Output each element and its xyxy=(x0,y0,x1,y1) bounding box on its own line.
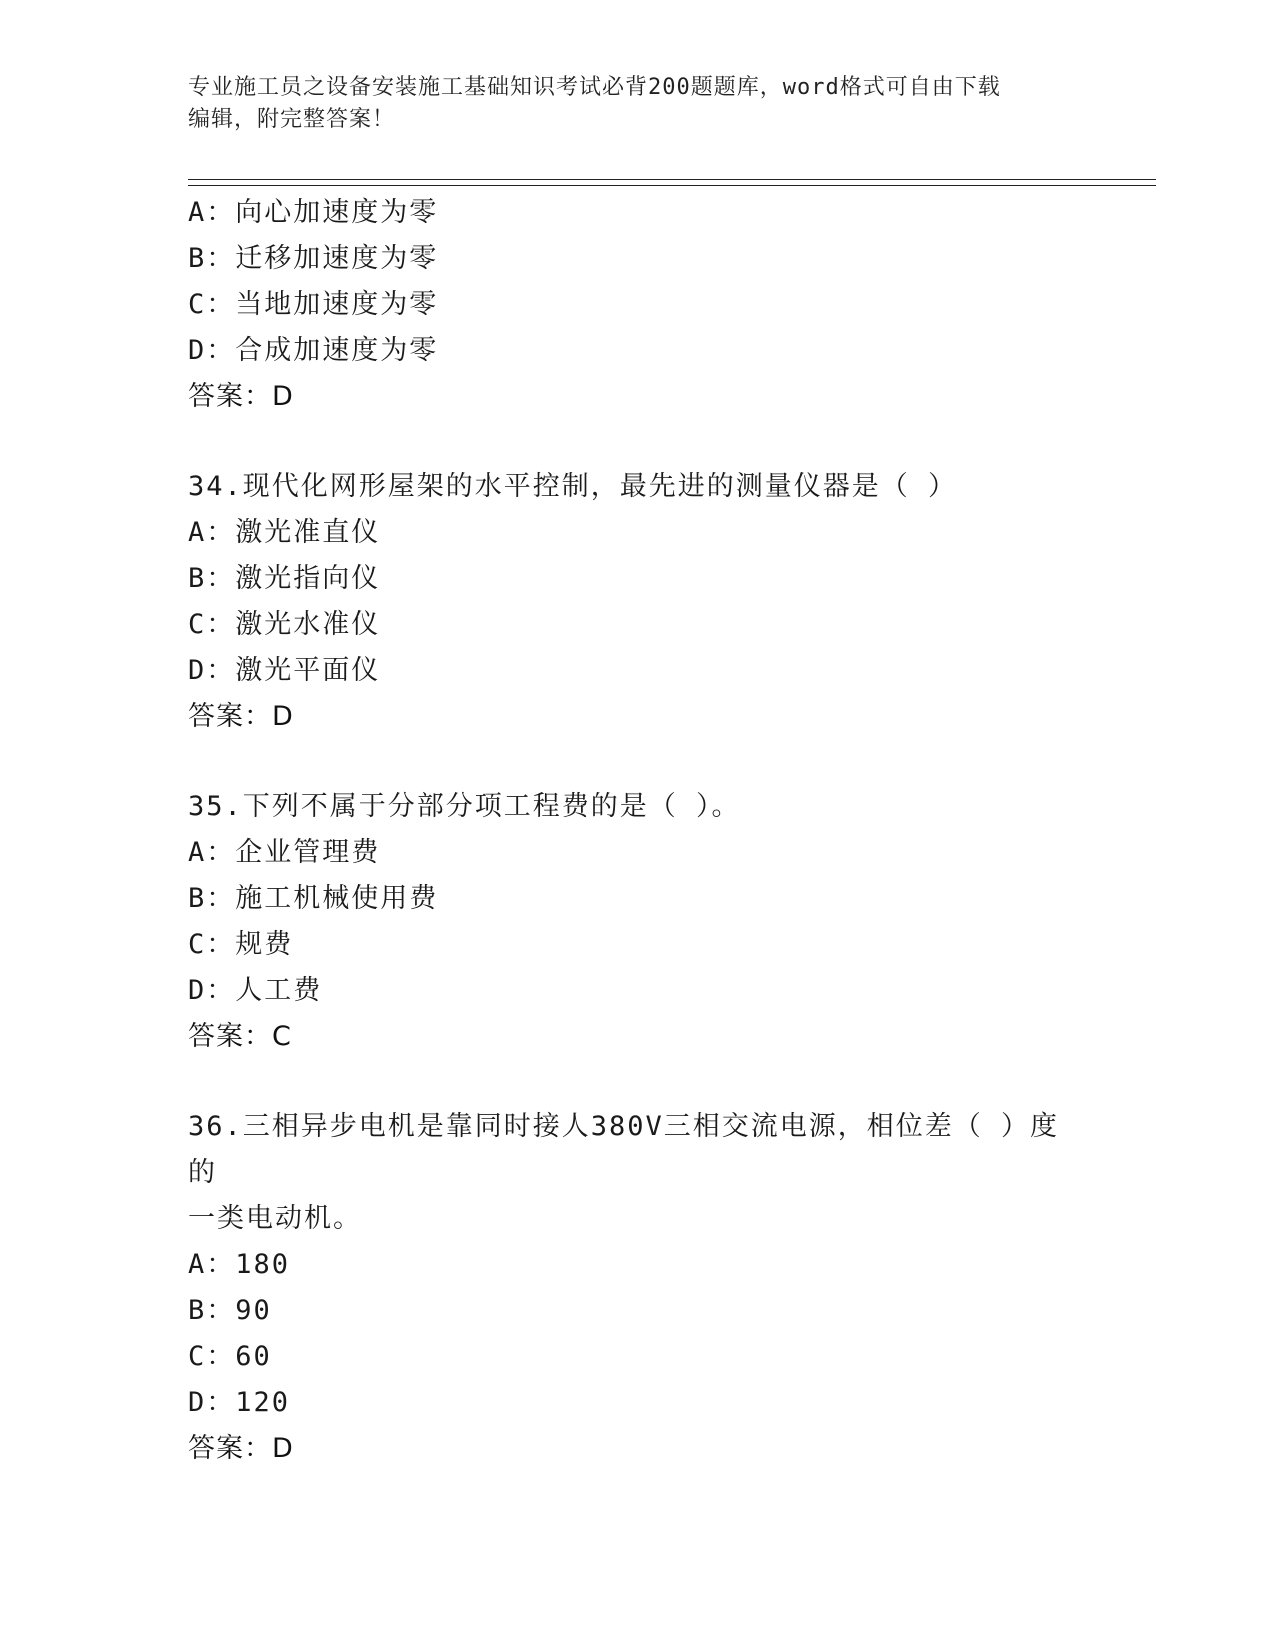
option-d: D：激光平面仪 xyxy=(188,655,381,686)
option-d: D：合成加速度为零 xyxy=(188,335,439,366)
option-b: B：施工机械使用费 xyxy=(188,883,439,914)
question-35-block xyxy=(188,784,1138,1060)
option-b: B：迁移加速度为零 xyxy=(188,243,439,274)
option-b: B：90 xyxy=(188,1295,272,1326)
option-b: B：激光指向仪 xyxy=(188,563,381,594)
question-36-block xyxy=(188,1104,1138,1472)
question-text-line-2: 一类电动机。 xyxy=(188,1203,362,1234)
answer-line: 答案：D xyxy=(188,1433,294,1464)
answer-line: 答案：D xyxy=(188,701,294,732)
option-d: D：120 xyxy=(188,1387,291,1418)
question-33-block xyxy=(188,190,1138,420)
document-header xyxy=(188,72,1088,136)
option-c: C：当地加速度为零 xyxy=(188,289,439,320)
question-text: 34.现代化网形屋架的水平控制，最先进的测量仪器是（ ） xyxy=(188,471,958,502)
question-text-line-1: 36.三相异步电机是靠同时接人380V三相交流电源，相位差（ ）度的 xyxy=(188,1111,1060,1188)
question-content xyxy=(188,190,1138,1472)
answer-line: 答案：C xyxy=(188,1021,292,1052)
option-a: A：向心加速度为零 xyxy=(188,197,439,228)
header-divider-top xyxy=(188,179,1156,180)
answer-line: 答案：D xyxy=(188,381,294,412)
question-34-block xyxy=(188,464,1138,740)
option-c: C：激光水准仪 xyxy=(188,609,381,640)
option-c: C：60 xyxy=(188,1341,272,1372)
option-a: A：激光准直仪 xyxy=(188,517,381,548)
option-c: C：规费 xyxy=(188,929,294,960)
option-d: D：人工费 xyxy=(188,975,323,1006)
option-a: A：180 xyxy=(188,1249,291,1280)
header-line-1: 专业施工员之设备安装施工基础知识考试必背200题题库，word格式可自由下载 xyxy=(188,75,1001,100)
header-line-2: 编辑，附完整答案！ xyxy=(188,107,396,132)
header-divider-bottom xyxy=(188,185,1156,186)
option-a: A：企业管理费 xyxy=(188,837,381,868)
question-text: 35.下列不属于分部分项工程费的是（ ）。 xyxy=(188,791,741,822)
